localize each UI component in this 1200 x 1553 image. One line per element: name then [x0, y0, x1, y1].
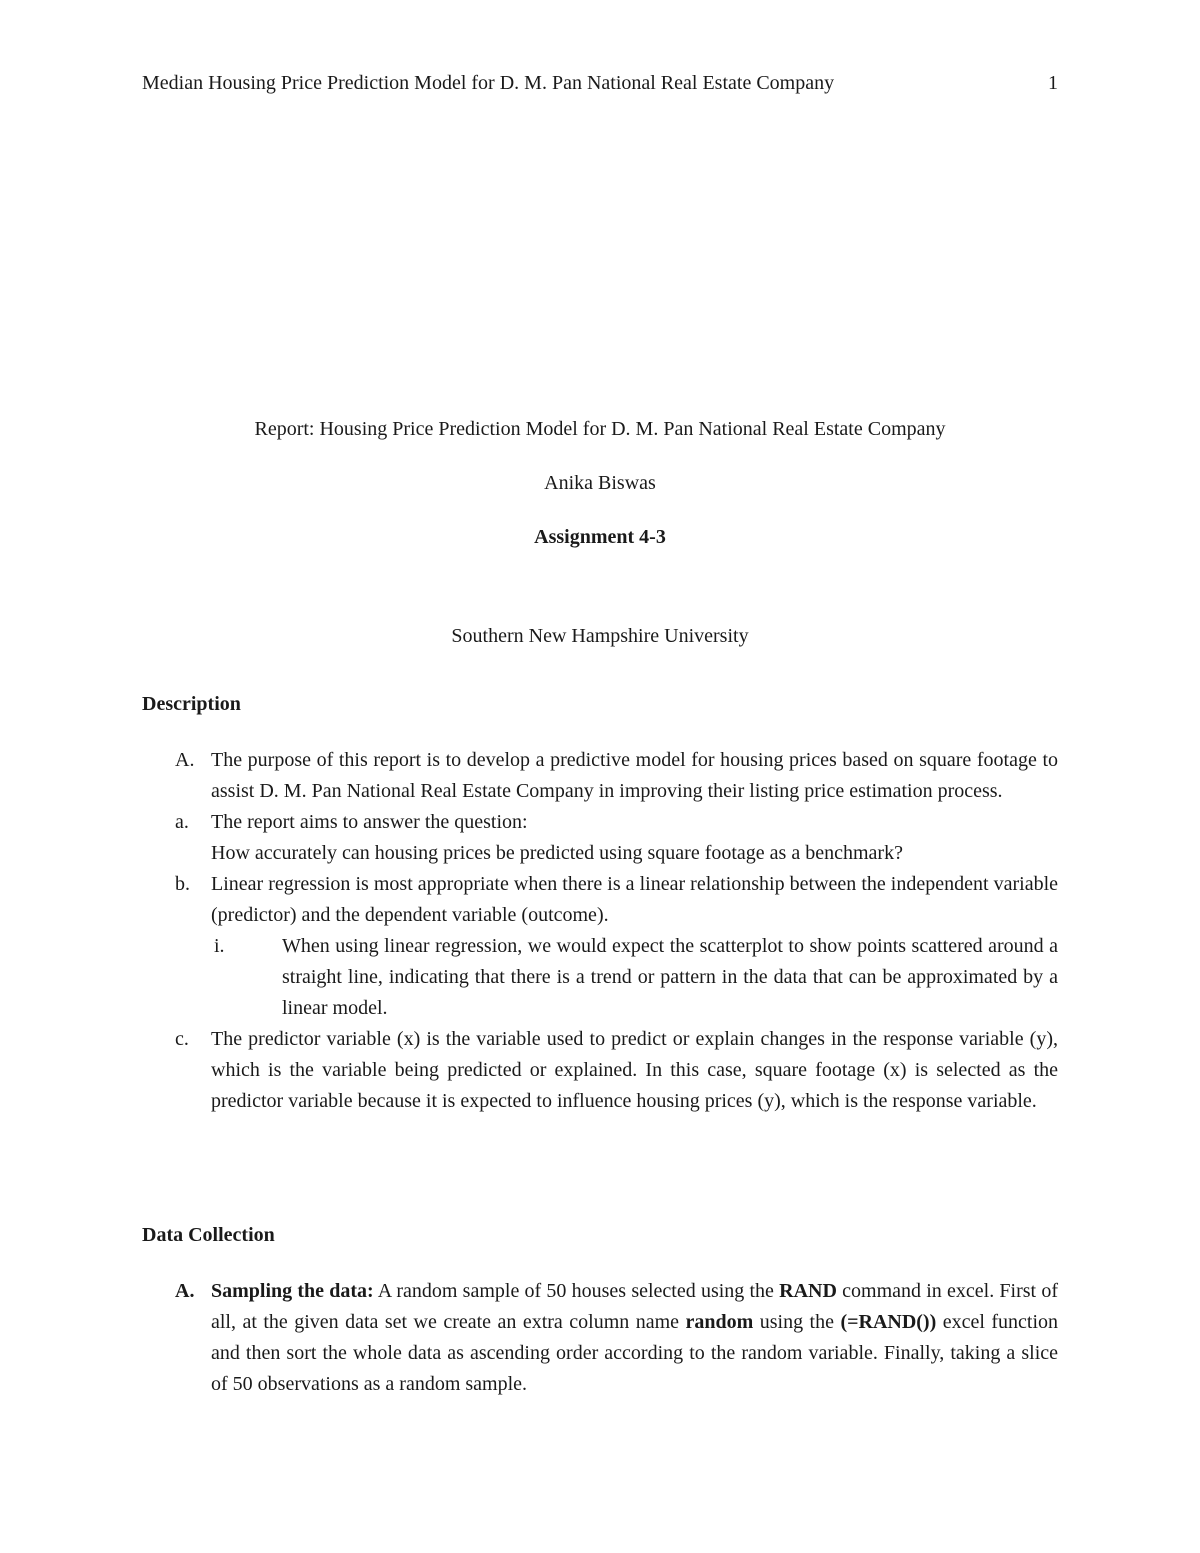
list-marker: A.	[175, 749, 195, 771]
list-item	[142, 745, 1058, 807]
sampling-text-3: using the	[753, 1311, 841, 1333]
list-item	[142, 869, 1058, 931]
research-question: How accurately can housing prices be predicted using square footage as a benchmark?	[211, 842, 903, 864]
list-item	[142, 807, 1058, 869]
list-item	[142, 1276, 1058, 1400]
list-subitem	[142, 931, 1058, 1024]
list-marker: b.	[175, 873, 190, 895]
description-list	[142, 745, 1058, 1117]
list-item-text: Linear regression is most appropriate when there is a linear relationship between the independent variable (predictor) and the dependent variable (outcome).	[211, 873, 1058, 926]
sampling-text-2: command in excel. First of all, at the given data set we create an extra column name	[211, 1280, 1058, 1333]
list-item	[142, 1024, 1058, 1117]
list-item-text: When using linear regression, we would expect the scatterplot to show points scattered around a straight line, indicating that there is a trend or pattern in the data that can be approximated by a linear model.	[282, 935, 1058, 1019]
author-name: Anika Biswas	[544, 472, 656, 494]
description-heading: Description	[142, 693, 241, 715]
assignment-label: Assignment 4-3	[534, 526, 666, 548]
random-column-name: random	[685, 1311, 754, 1333]
running-title: Median Housing Price Prediction Model for D. M. Pan National Real Estate Company	[142, 72, 835, 94]
sampling-text-1: A random sample of 50 houses selected using the	[373, 1280, 780, 1302]
list-item-text: The purpose of this report is to develop a predictive model for housing prices based on square footage to assist D. M. Pan National Real Estate Company in improving their listing price estimation process.	[211, 749, 1058, 802]
list-item-text: The report aims to answer the question:	[211, 811, 528, 833]
list-item-text: The predictor variable (x) is the variable used to predict or explain changes in the response variable (y), which is the variable being predicted or explained. In this case, square footage (x) is selected as the predictor variable because it is expected to influence housing prices (y), which is the response variable.	[211, 1028, 1058, 1112]
report-title: Report: Housing Price Prediction Model for D. M. Pan National Real Estate Company	[254, 418, 946, 440]
rand-command: RAND	[779, 1280, 837, 1302]
running-head	[142, 72, 1058, 95]
list-marker: A.	[175, 1280, 195, 1302]
rand-function: (=RAND())	[840, 1311, 937, 1333]
data-collection-heading: Data Collection	[142, 1224, 275, 1246]
university-name: Southern New Hampshire University	[451, 625, 749, 647]
list-marker: a.	[175, 811, 189, 833]
list-marker: i.	[214, 935, 225, 957]
data-collection-list	[142, 1276, 1058, 1400]
list-marker: c.	[175, 1028, 189, 1050]
sampling-label: Sampling the data:	[211, 1280, 374, 1302]
sampling-text-4: excel function and then sort the whole data as ascending order according to the random variable. Finally, taking a slice of 50 observations as a random sample.	[211, 1311, 1058, 1395]
page-number: 1	[1048, 72, 1058, 94]
